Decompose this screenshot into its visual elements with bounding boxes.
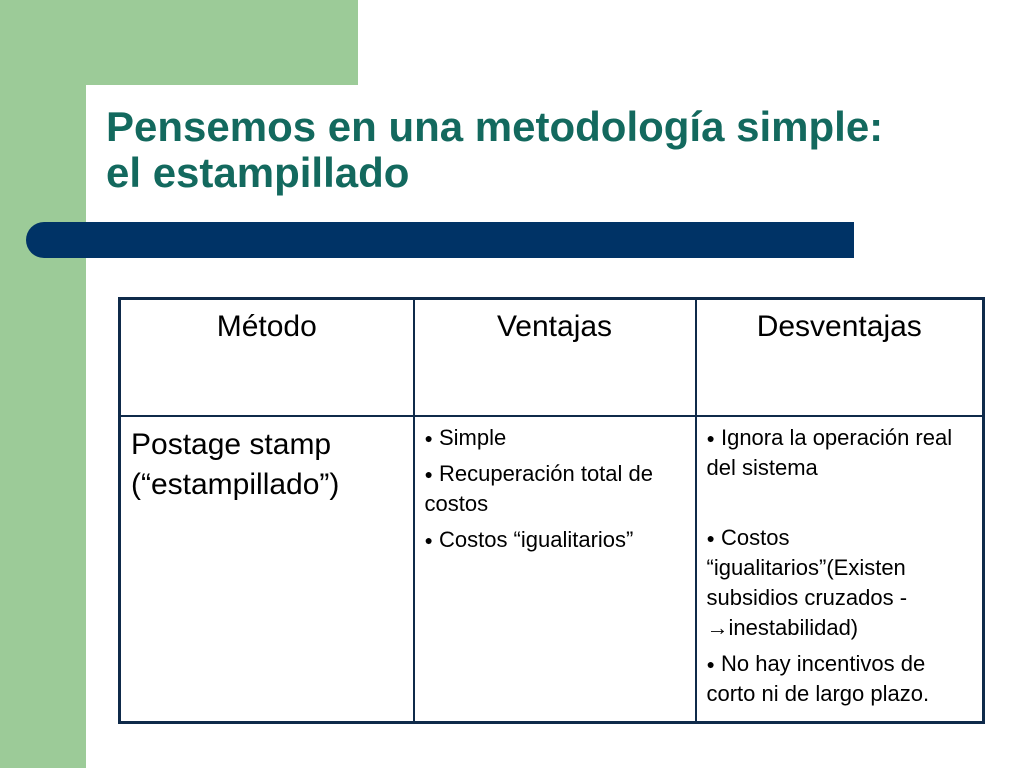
list-item (707, 523, 973, 643)
ventaja-text: Costos “igualitarios” (438, 527, 634, 552)
slide-title-line-2: el estampillado (106, 149, 410, 196)
bullet-icon: ● (424, 466, 433, 482)
title-underline-bar (26, 222, 854, 258)
slide-title-line-1: Pensemos en una metodología simple: (106, 103, 884, 150)
table-row (120, 416, 984, 723)
method-name: Postage stamp (131, 428, 332, 461)
table-header-row (120, 299, 984, 417)
ventajas-list (425, 423, 685, 555)
list-item (707, 649, 973, 709)
header-metodo: Método (120, 299, 414, 417)
method-name-spanish: (“estampillado”) (131, 468, 340, 501)
top-green-band (0, 0, 358, 85)
desventaja-text-tail: inestabilidad) (728, 615, 859, 640)
slide-title (106, 104, 986, 196)
list-item (425, 459, 685, 519)
comparison-table (118, 297, 985, 724)
arrow-right-icon: → (706, 615, 729, 640)
desventaja-text: Costos “igualitarios”(Existen subsidios cruzados - (706, 525, 908, 610)
ventaja-text: Recuperación total de costos (424, 461, 653, 516)
bullet-icon: ● (706, 656, 715, 672)
desventaja-text: Ignora la operación real del sistema (706, 425, 953, 480)
bullet-icon: ● (706, 430, 715, 446)
left-green-band (0, 0, 86, 768)
list-item (425, 525, 685, 555)
bullet-icon: ● (424, 430, 433, 446)
desventajas-list (707, 423, 973, 709)
desventajas-cell (696, 416, 984, 723)
list-item (707, 423, 973, 483)
desventaja-text: No hay incentivos de corto ni de largo plazo. (706, 651, 930, 706)
bullet-icon: ● (424, 532, 433, 548)
list-item (425, 423, 685, 453)
ventaja-text: Simple (438, 425, 507, 450)
header-ventajas: Ventajas (414, 299, 696, 417)
ventajas-cell (414, 416, 696, 723)
bullet-icon: ● (706, 530, 715, 546)
method-cell (120, 416, 414, 723)
header-desventajas: Desventajas (696, 299, 984, 417)
